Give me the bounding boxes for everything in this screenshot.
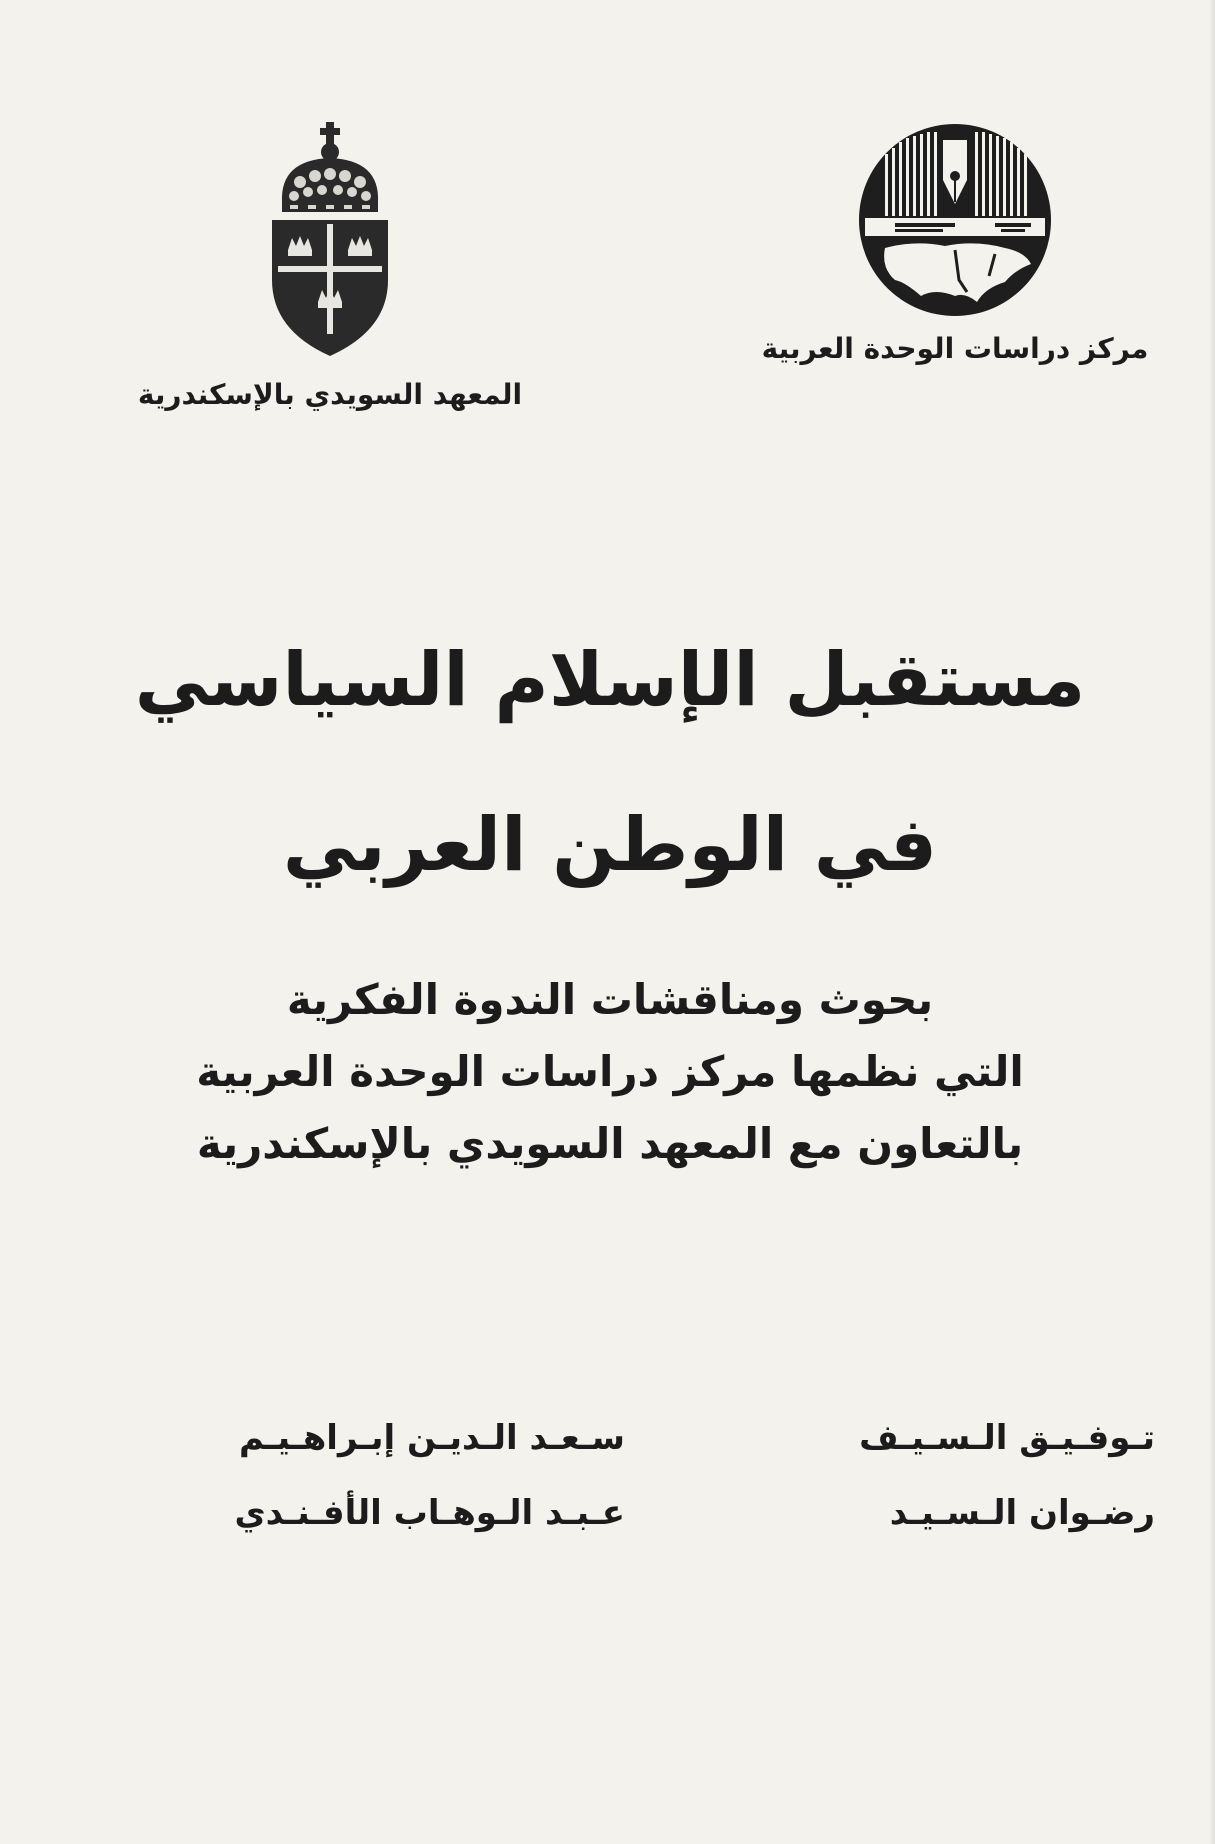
book-title-line-1: مستقبل الإسلام السياسي [134, 637, 1086, 723]
subtitle-line-3: بالتعاون مع المعهد السويدي بالإسكندرية [196, 1119, 1024, 1168]
author-name: سـعـد الـديـن إبـراهـيـم [238, 1418, 625, 1458]
swedish-crown-shield-icon [260, 120, 400, 360]
book-title-line-2: في الوطن العربي [282, 802, 938, 888]
swedish-institute-caption: المعهد السويدي بالإسكندرية [137, 378, 523, 411]
swedish-institute-logo [100, 120, 560, 411]
author-name: رضـوان الـسـيـد [889, 1493, 1155, 1533]
author-name: عـبـد الـوهـاب الأفـنـدي [234, 1493, 625, 1533]
page-edge-shadow [1209, 0, 1215, 1844]
arab-unity-center-caption: مركز دراسات الوحدة العربية [761, 332, 1149, 365]
arab-unity-studies-center-emblem [855, 120, 1055, 320]
arab-unity-center-logo [735, 120, 1175, 365]
author-name: تـوفـيـق الـسـيـف [859, 1418, 1155, 1458]
subtitle-line-1: بحوث ومناقشات الندوة الفكرية [286, 975, 934, 1024]
subtitle-line-2: التي نظمها مركز دراسات الوحدة العربية [196, 1047, 1024, 1096]
